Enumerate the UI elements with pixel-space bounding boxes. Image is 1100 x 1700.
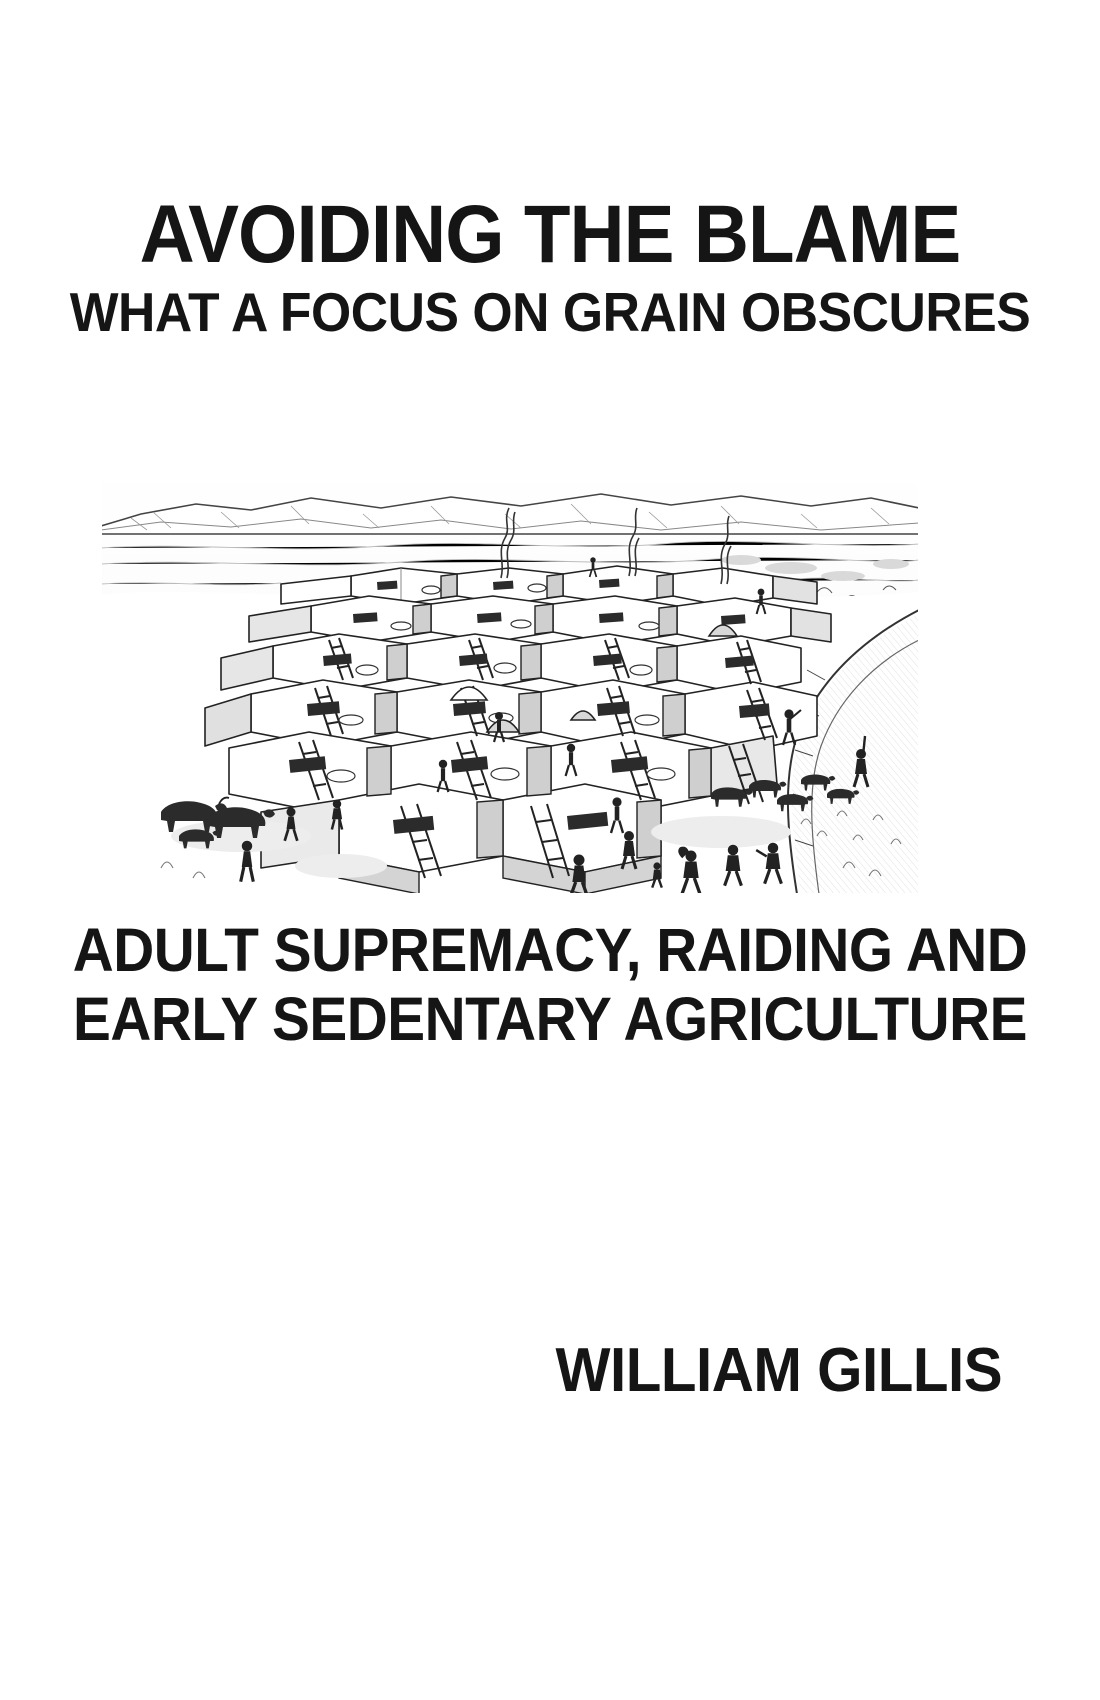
title-kicker: WHAT A FOCUS ON GRAIN OBSCURES: [69, 280, 1031, 343]
subtitle-block: [0, 916, 1100, 1054]
subtitle-line-2: EARLY SEDENTARY AGRICULTURE: [72, 984, 1028, 1053]
settlement-illustration-svg: [101, 464, 919, 894]
page-title: AVOIDING THE BLAME: [139, 189, 961, 280]
author-block: [527, 1336, 1002, 1405]
subtitle-line-1: ADULT SUPREMACY, RAIDING AND: [72, 916, 1028, 984]
cover-illustration: [101, 464, 919, 894]
author-name: WILLIAM GILLIS: [555, 1336, 1002, 1405]
title-block: [0, 189, 1100, 343]
